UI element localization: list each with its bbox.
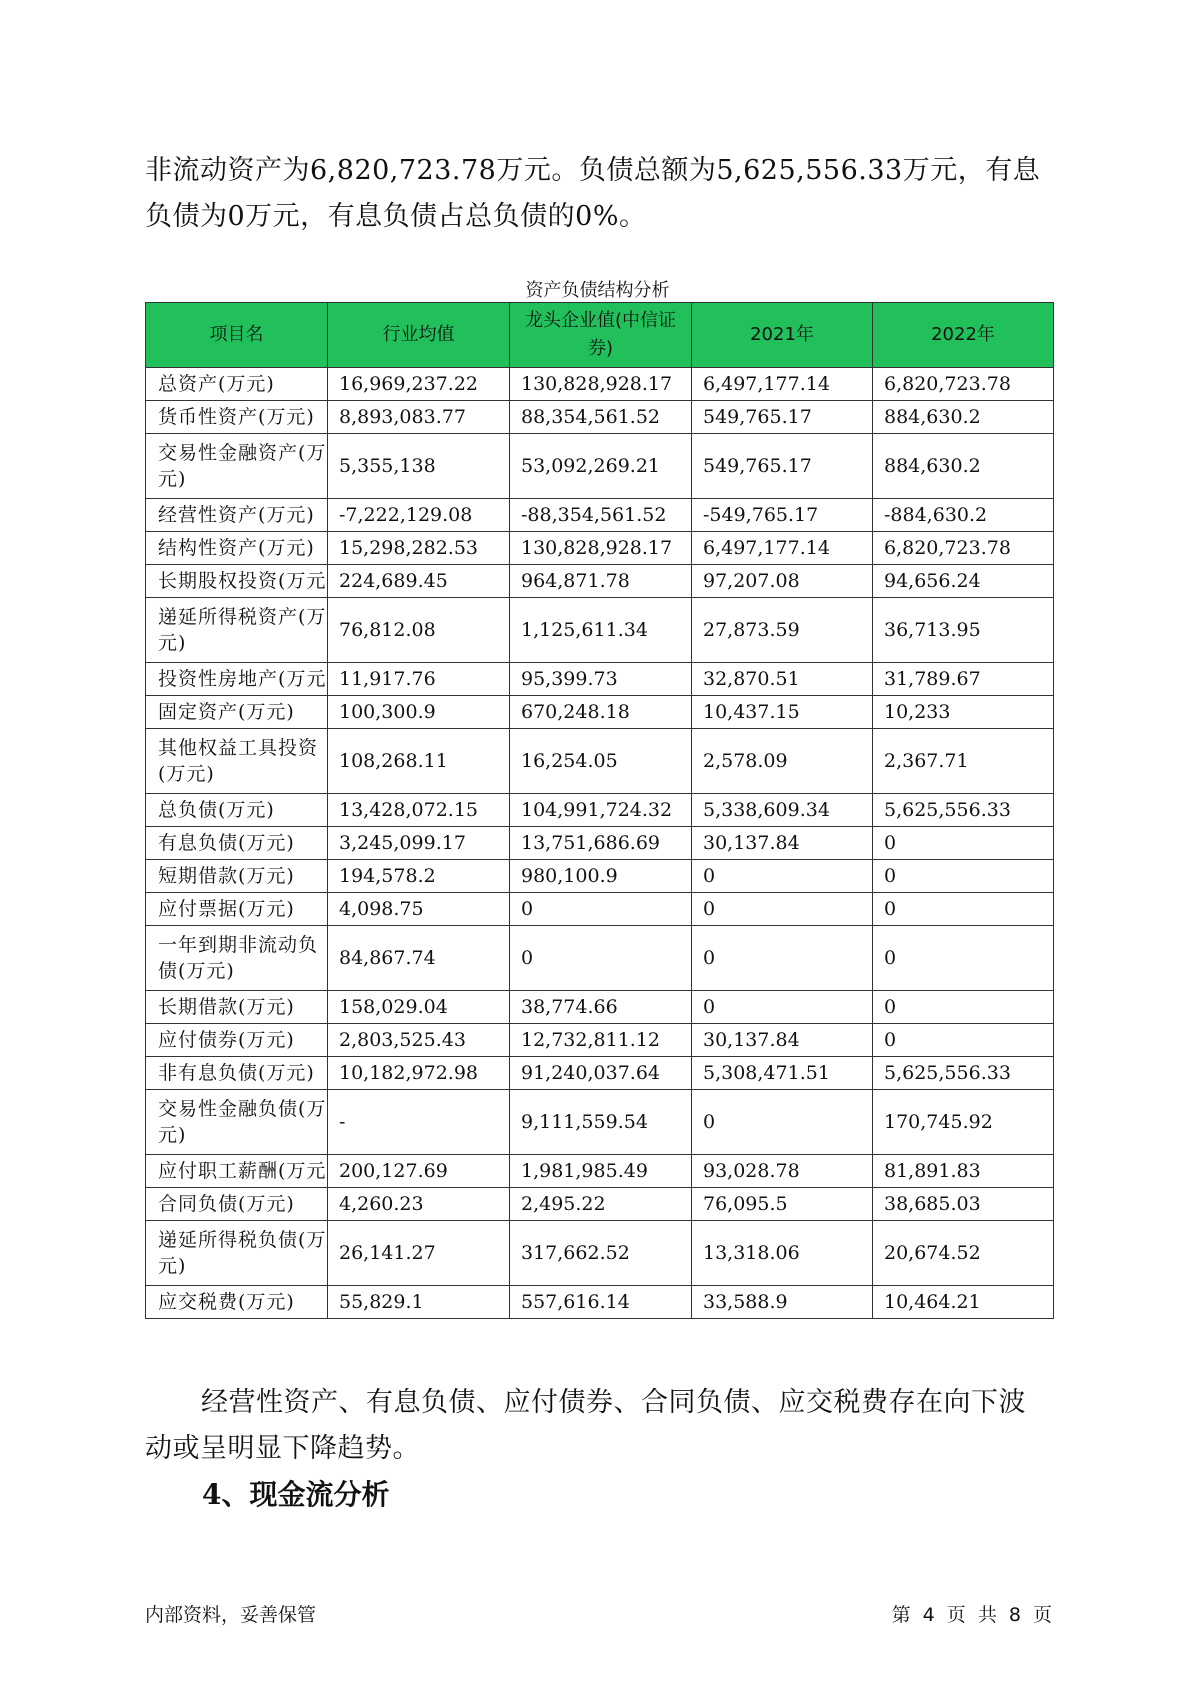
cell-2021: 549,765.17 [692,434,873,499]
cell-industry-avg: 15,298,282.53 [328,532,510,565]
cell-2022: 0 [873,1024,1054,1057]
cell-2022: 0 [873,860,1054,893]
cell-2022: 81,891.83 [873,1155,1054,1188]
cell-leader-value: 95,399.73 [510,663,692,696]
cell-2022: 5,625,556.33 [873,1057,1054,1090]
cell-leader-value: 12,732,811.12 [510,1024,692,1057]
cell-leader-value: 88,354,561.52 [510,401,692,434]
cell-2021: 0 [692,860,873,893]
row-label: 固定资产(万元) [146,696,328,729]
cell-leader-value: 670,248.18 [510,696,692,729]
table-row [146,893,1054,926]
cell-2021: 32,870.51 [692,663,873,696]
cell-leader-value: 9,111,559.54 [510,1090,692,1155]
cell-2022: 0 [873,827,1054,860]
cell-leader-value: 53,092,269.21 [510,434,692,499]
cell-2022: 0 [873,926,1054,991]
row-label: 短期借款(万元) [146,860,328,893]
cell-leader-value: 1,125,611.34 [510,598,692,663]
table-row [146,729,1054,794]
cell-2021: 0 [692,893,873,926]
footer-page-number: 第 4 页 共 8 页 [891,1604,1052,1626]
cell-2021: 33,588.9 [692,1286,873,1319]
table-row [146,1024,1054,1057]
row-label: 递延所得税负债(万元) [146,1221,328,1286]
cell-industry-avg: 3,245,099.17 [328,827,510,860]
cell-2021: 2,578.09 [692,729,873,794]
footer-confidential-note: 内部资料，妥善保管 [145,1604,317,1626]
table-row [146,598,1054,663]
cell-leader-value: -88,354,561.52 [510,499,692,532]
table-row [146,860,1054,893]
cell-2021: 0 [692,926,873,991]
table-row [146,1155,1054,1188]
header-2022: 2022年 [873,303,1054,368]
cell-leader-value: 16,254.05 [510,729,692,794]
cell-2022: 10,464.21 [873,1286,1054,1319]
row-label: 有息负债(万元) [146,827,328,860]
cell-2022: 884,630.2 [873,434,1054,499]
row-label: 总负债(万元) [146,794,328,827]
cell-leader-value: 0 [510,926,692,991]
header-2021: 2021年 [692,303,873,368]
table-header-row [146,303,1054,368]
cell-2022: 6,820,723.78 [873,532,1054,565]
row-label: 应付职工薪酬(万元 [146,1155,328,1188]
cell-2021: 549,765.17 [692,401,873,434]
section-heading: 4、现金流分析 [202,1478,390,1511]
cell-industry-avg: 108,268.11 [328,729,510,794]
balance-sheet-table [145,302,1054,1319]
cell-industry-avg: 11,917.76 [328,663,510,696]
cell-leader-value: 317,662.52 [510,1221,692,1286]
table-row [146,565,1054,598]
cell-2021: 76,095.5 [692,1188,873,1221]
row-label: 经营性资产(万元) [146,499,328,532]
table-row [146,1057,1054,1090]
cell-2022: 170,745.92 [873,1090,1054,1155]
cell-industry-avg: 4,260.23 [328,1188,510,1221]
cell-industry-avg: 5,355,138 [328,434,510,499]
row-label: 应付票据(万元) [146,893,328,926]
cell-2022: 10,233 [873,696,1054,729]
table-row [146,1090,1054,1155]
table-row [146,499,1054,532]
row-label: 其他权益工具投资(万元) [146,729,328,794]
cell-industry-avg: 26,141.27 [328,1221,510,1286]
cell-2022: -884,630.2 [873,499,1054,532]
table-row [146,663,1054,696]
cell-2021: 5,338,609.34 [692,794,873,827]
cell-leader-value: 38,774.66 [510,991,692,1024]
cell-leader-value: 91,240,037.64 [510,1057,692,1090]
row-label: 一年到期非流动负债(万元) [146,926,328,991]
cell-2021: 97,207.08 [692,565,873,598]
cell-2021: 6,497,177.14 [692,368,873,401]
cell-leader-value: 0 [510,893,692,926]
cell-leader-value: 2,495.22 [510,1188,692,1221]
cell-leader-value: 1,981,985.49 [510,1155,692,1188]
row-label: 应付债券(万元) [146,1024,328,1057]
header-industry-avg: 行业均值 [328,303,510,368]
cell-2021: 0 [692,1090,873,1155]
table-row [146,1188,1054,1221]
header-leader-value: 龙头企业值(中信证券) [510,303,692,368]
cell-2021: 13,318.06 [692,1221,873,1286]
cell-leader-value: 964,871.78 [510,565,692,598]
cell-2021: 27,873.59 [692,598,873,663]
row-label: 合同负债(万元) [146,1188,328,1221]
cell-industry-avg: 84,867.74 [328,926,510,991]
cell-industry-avg: 194,578.2 [328,860,510,893]
cell-industry-avg: 55,829.1 [328,1286,510,1319]
cell-2021: 30,137.84 [692,827,873,860]
summary-paragraph: 经营性资产、有息负债、应付债券、合同负债、应交税费存在向下波动或呈明显下降趋势。 [145,1387,1026,1464]
cell-2021: 30,137.84 [692,1024,873,1057]
row-label: 货币性资产(万元) [146,401,328,434]
table-row [146,532,1054,565]
table-row [146,434,1054,499]
cell-2021: 93,028.78 [692,1155,873,1188]
cell-industry-avg: - [328,1090,510,1155]
cell-industry-avg: 4,098.75 [328,893,510,926]
cell-2022: 0 [873,893,1054,926]
row-label: 交易性金融负债(万元) [146,1090,328,1155]
cell-industry-avg: 224,689.45 [328,565,510,598]
cell-industry-avg: 76,812.08 [328,598,510,663]
cell-industry-avg: 10,182,972.98 [328,1057,510,1090]
intro-paragraph: 非流动资产为6,820,723.78万元。负债总额为5,625,556.33万元，有息负债为0万元，有息负债占总负债的0%。 [145,155,1041,232]
cell-industry-avg: 100,300.9 [328,696,510,729]
table-row [146,696,1054,729]
cell-2021: 5,308,471.51 [692,1057,873,1090]
cell-industry-avg: 2,803,525.43 [328,1024,510,1057]
cell-2022: 94,656.24 [873,565,1054,598]
row-label: 结构性资产(万元) [146,532,328,565]
cell-industry-avg: 16,969,237.22 [328,368,510,401]
cell-industry-avg: -7,222,129.08 [328,499,510,532]
cell-2022: 884,630.2 [873,401,1054,434]
row-label: 应交税费(万元) [146,1286,328,1319]
cell-industry-avg: 13,428,072.15 [328,794,510,827]
row-label: 总资产(万元) [146,368,328,401]
cell-2021: 6,497,177.14 [692,532,873,565]
cell-2022: 2,367.71 [873,729,1054,794]
cell-2022: 20,674.52 [873,1221,1054,1286]
cell-2022: 36,713.95 [873,598,1054,663]
table-row [146,368,1054,401]
cell-leader-value: 980,100.9 [510,860,692,893]
row-label: 投资性房地产(万元 [146,663,328,696]
table-row [146,1221,1054,1286]
row-label: 递延所得税资产(万元) [146,598,328,663]
table-row [146,926,1054,991]
cell-2022: 5,625,556.33 [873,794,1054,827]
table-caption: 资产负债结构分析 [525,280,670,301]
row-label: 非有息负债(万元) [146,1057,328,1090]
cell-leader-value: 130,828,928.17 [510,368,692,401]
table-row [146,401,1054,434]
cell-2022: 0 [873,991,1054,1024]
row-label: 长期股权投资(万元 [146,565,328,598]
table-row [146,1286,1054,1319]
cell-industry-avg: 200,127.69 [328,1155,510,1188]
cell-2022: 31,789.67 [873,663,1054,696]
cell-2022: 6,820,723.78 [873,368,1054,401]
cell-industry-avg: 8,893,083.77 [328,401,510,434]
cell-2021: 0 [692,991,873,1024]
cell-2021: -549,765.17 [692,499,873,532]
cell-leader-value: 130,828,928.17 [510,532,692,565]
row-label: 长期借款(万元) [146,991,328,1024]
cell-leader-value: 557,616.14 [510,1286,692,1319]
cell-2021: 10,437.15 [692,696,873,729]
cell-leader-value: 104,991,724.32 [510,794,692,827]
table-row [146,991,1054,1024]
row-label: 交易性金融资产(万元) [146,434,328,499]
cell-2022: 38,685.03 [873,1188,1054,1221]
table-row [146,827,1054,860]
cell-leader-value: 13,751,686.69 [510,827,692,860]
header-item-name: 项目名 [146,303,328,368]
cell-industry-avg: 158,029.04 [328,991,510,1024]
table-row [146,794,1054,827]
